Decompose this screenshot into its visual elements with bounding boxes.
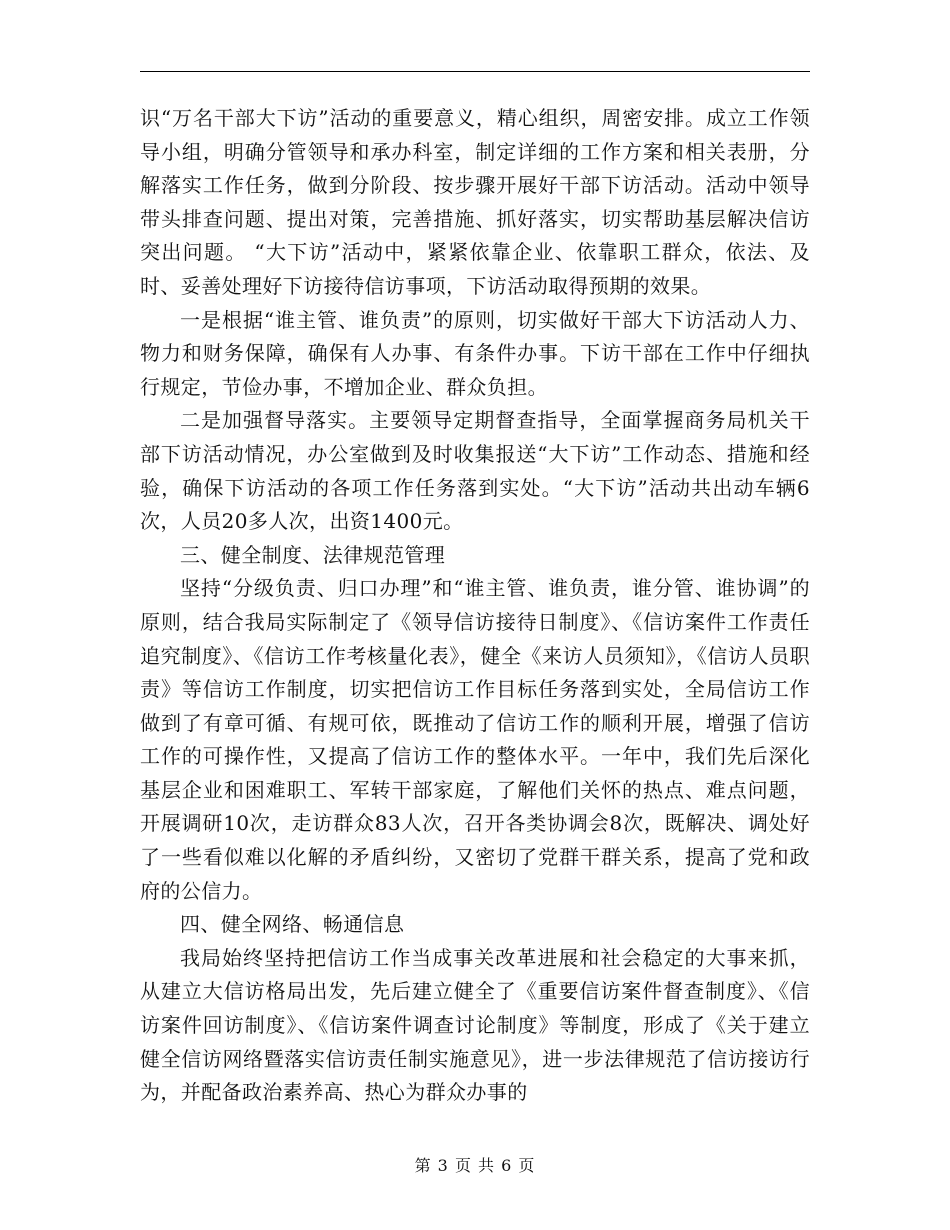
header-rule	[140, 71, 810, 72]
paragraph-section-four: 我局始终坚持把信访工作当成事关改革进展和社会稳定的大事来抓，从建立大信访格局出发，先后建立健全了《重要信访案件督查制度》、《信访案件回访制度》、《信访案件调查讨论制度》等制度，形成了《关于建立健全信访网络暨落实信访责任制实施意见》，进一步法律规范了信访接访行为，并配备政治素养高、热心为群众办事的	[140, 945, 810, 1105]
section-heading-three: 三、健全制度、法律规范管理	[180, 542, 446, 567]
paragraph-item-one: 一是根据“谁主管、谁负责”的原则，切实做好干部大下访活动人力、物力和财务保障，确保有人办事、有条件办事。下访干部在工作中仔细执行规定，节俭办事，不增加企业、群众负担。	[140, 307, 810, 399]
paragraph-item-two: 二是加强督导落实。主要领导定期督查指导，全面掌握商务局机关干部下访活动情况，办公室做到及时收集报送“大下访”工作动态、措施和经验，确保下访活动的各项工作任务落到实处。“大下访”活动共出动车辆6次，人员20多人次，出资1400元。	[140, 408, 810, 534]
paragraph-continuation: 识“万名干部大下访”活动的重要意义，精心组织，周密安排。成立工作领导小组，明确分管领导和承办科室，制定详细的工作方案和相关表册，分解落实工作任务，做到分阶段、按步骤开展好干部下访活动。活动中领导带头排查问题、提出对策，完善措施、抓好落实，切实帮助基层解决信访突出问题。 “大下访”活动中，紧紧依靠企业、依靠职工群众，依法、及时、妥善处理好下访接待信访事项，下访活动取得预期的效果。	[140, 106, 810, 298]
page-number-footer: 第 3 页 共 6 页	[414, 1156, 536, 1175]
paragraph-section-three: 坚持“分级负责、归口办理”和“谁主管、谁负责，谁分管、谁协调”的原则，结合我局实际制定了《领导信访接待日制度》、《信访案件工作责任追究制度》、《信访工作考核量化表》，健全《来访人员须知》，《信访人员职责》等信访工作制度，切实把信访工作目标任务落到实处，全局信访工作做到了有章可循、有规可依，既推动了信访工作的顺利开展，增强了信访工作的可操作性，又提高了信访工作的整体水平。一年中，我们先后深化基层企业和困难职工、军转干部家庭，了解他们关怀的热点、难点问题，开展调研10次，走访群众83人次，召开各类协调会8次，既解决、调处好了一些看似难以化解的矛盾纠纷，又密切了党群干群关系，提高了党和政府的公信力。	[140, 576, 810, 903]
section-heading-four: 四、健全网络、畅通信息	[180, 912, 405, 937]
document-body	[140, 102, 810, 1110]
